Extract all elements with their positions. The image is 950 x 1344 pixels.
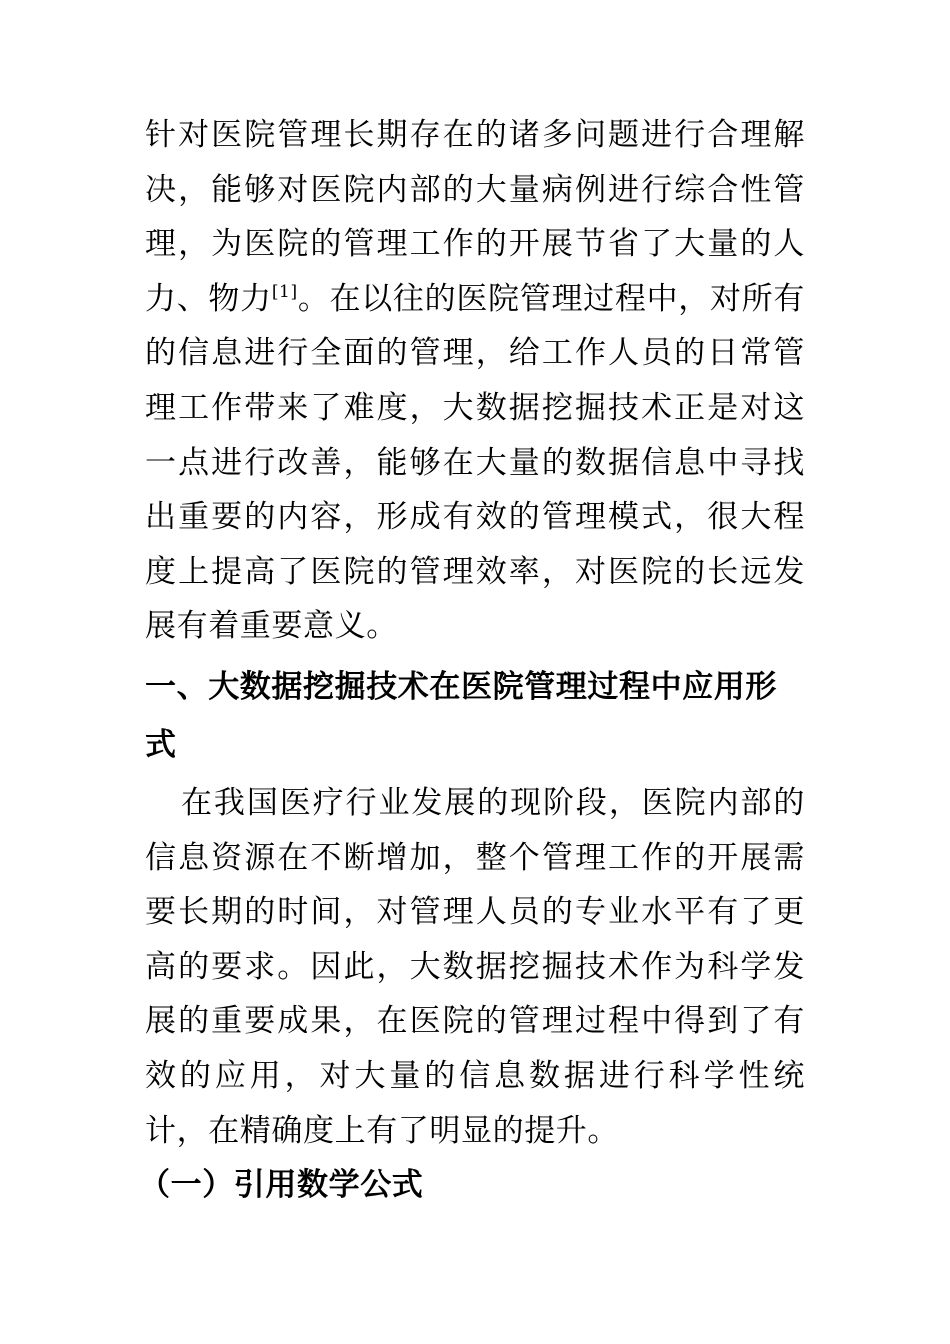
intro-text-after-citation: 。在以往的医院管理过程中，对所有的信息进行全面的管理，给工作人员的日常管理工作带来了难度，大数据挖掘技术正是对这一点进行改善，能够在大量的数据信息中寻找出重要的内容，形成有效的管理模式，很大程度上提高了医院的管理效率，对医院的长远发展有着重要意义。 <box>145 280 805 645</box>
intro-paragraph <box>145 108 805 654</box>
document-page <box>139 108 805 1212</box>
section-heading: 一、大数据挖掘技术在医院管理过程中应用形式 <box>145 668 777 763</box>
subsection-heading: （一）引用数学公式 <box>139 1167 424 1204</box>
citation-marker: [1] <box>271 281 298 302</box>
section-paragraph: 在我国医疗行业发展的现阶段，医院内部的信息资源在不断增加，整个管理工作的开展需要长期的时间，对管理人员的专业水平有了更高的要求。因此，大数据挖掘技术作为科学发展的重要成果，在医院的管理过程中得到了有效的应用，对大量的信息数据进行科学性统计，在精确度上有了明显的提升。 <box>145 784 805 1149</box>
intro-text-before-citation: 针对医院管理长期存在的诸多问题进行合理解决，能够对医院内部的大量病例进行综合性管理，为医院的管理工作的开展节省了大量的人力、物力 <box>145 117 805 317</box>
